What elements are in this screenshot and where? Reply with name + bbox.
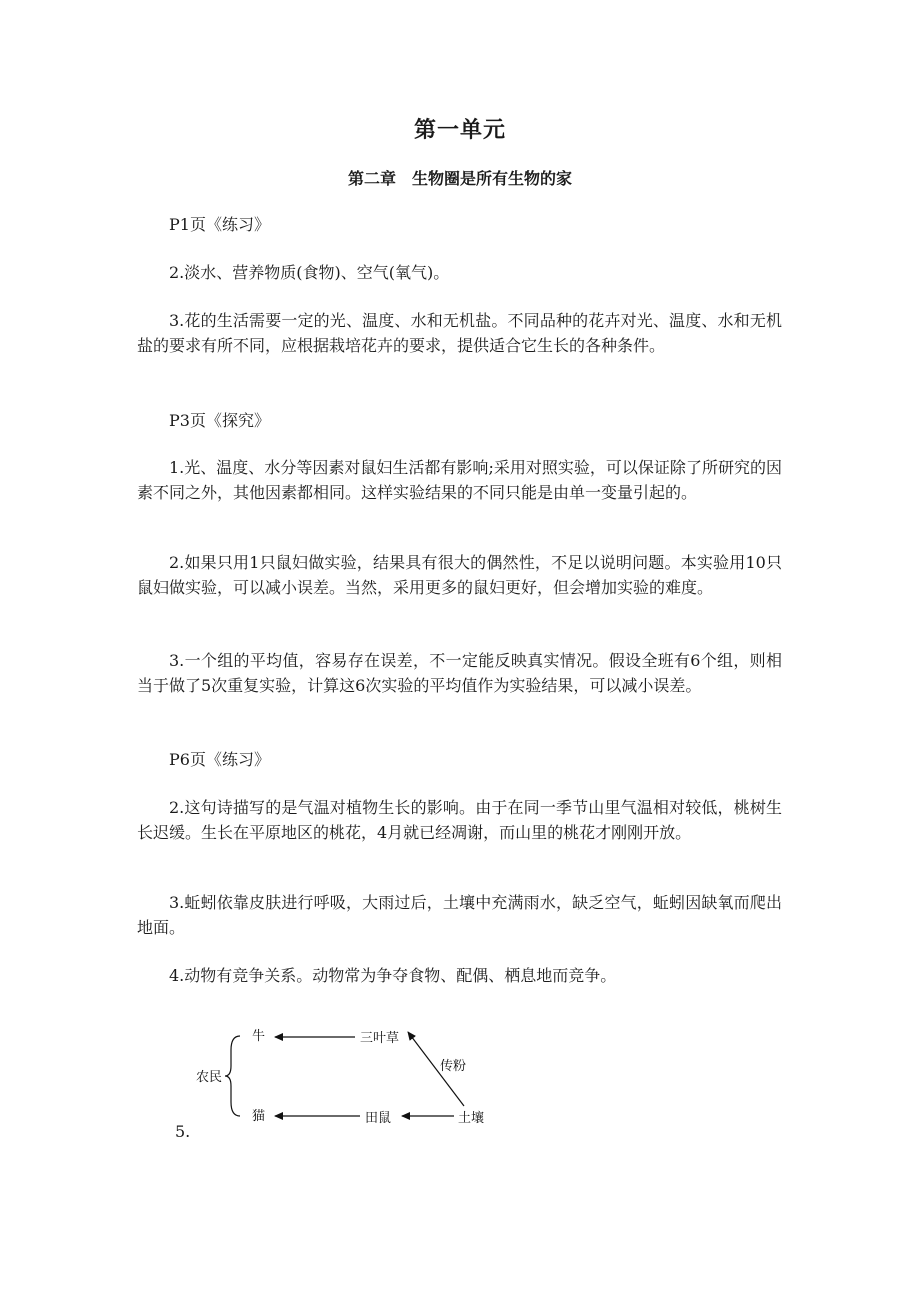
section-heading-p6: P6页《练习》 [169, 750, 270, 769]
paragraph: 4.动物有竞争关系。动物常为争夺食物、配偶、栖息地而竞争。 [169, 966, 617, 985]
node-field-mouse: 田鼠 [365, 1111, 392, 1126]
question-5-label: 5. [175, 1122, 191, 1141]
farmer-brace [225, 1036, 240, 1116]
unit-title: 第一单元 [413, 118, 506, 143]
edge-label-pollination: 传粉 [440, 1059, 467, 1074]
node-cat: 猫 [252, 1109, 266, 1124]
section-heading-p1: P1页《练习》 [169, 215, 270, 234]
food-web-diagram [190, 1018, 510, 1133]
paragraph: 2.如果只用1只鼠妇做实验，结果具有很大的偶然性，不足以说明问题。本实验用10只鼠妇做实验，可以减小误差。当然，采用更多的鼠妇更好，但会增加实验的难度。 [137, 553, 782, 597]
node-clover: 三叶草 [360, 1031, 400, 1046]
paragraph: 2.淡水、营养物质(食物)、空气(氧气)。 [169, 263, 450, 282]
paragraph: 3.花的生活需要一定的光、温度、水和无机盐。不同品种的花卉对光、温度、水和无机盐的要求有所不同，应根据栽培花卉的要求，提供适合它生长的各种条件。 [137, 311, 782, 355]
chapter-title: 第二章 生物圈是所有生物的家 [347, 169, 572, 188]
section-heading-p3: P3页《探究》 [169, 411, 270, 430]
paragraph: 2.这句诗描写的是气温对植物生长的影响。由于在同一季节山里气温相对较低，桃树生长迟缓。生长在平原地区的桃花，4月就已经凋谢，而山里的桃花才刚刚开放。 [137, 798, 782, 842]
paragraph: 1.光、温度、水分等因素对鼠妇生活都有影响;采用对照实验，可以保证除了所研究的因素不同之外，其他因素都相同。这样实验结果的不同只能是由单一变量引起的。 [137, 458, 782, 502]
node-farmer: 农民 [196, 1070, 223, 1085]
paragraph: 3.一个组的平均值，容易存在误差，不一定能反映真实情况。假设全班有6个组，则相当于做了5次重复实验，计算这6次实验的平均值作为实验结果，可以减小误差。 [137, 651, 782, 695]
node-soil: 土壤 [458, 1111, 485, 1126]
node-cow: 牛 [252, 1029, 266, 1044]
paragraph: 3.蚯蚓依靠皮肤进行呼吸，大雨过后，土壤中充满雨水，缺乏空气，蚯蚓因缺氧而爬出地面。 [137, 893, 782, 937]
